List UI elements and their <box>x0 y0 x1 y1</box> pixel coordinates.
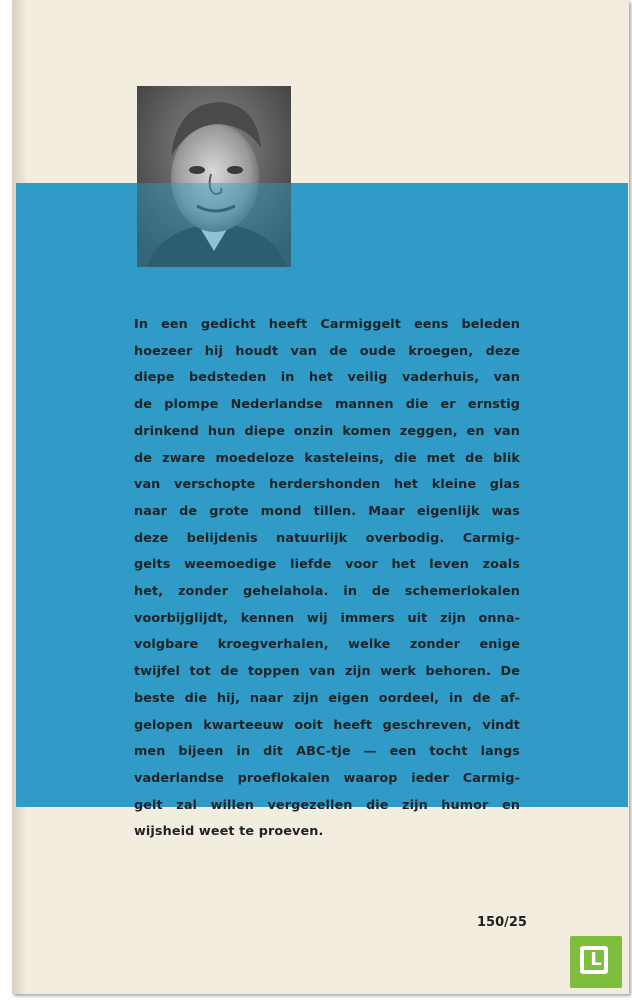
blurb-line: het, zonder gehelahola. in de schemerlokalen <box>134 584 520 600</box>
blurb-line: van verschopte herdershonden het kleine glas <box>134 477 520 493</box>
blurb-line: wijsheid weet te proeven. <box>134 824 324 840</box>
blurb-line: hoezeer hij houdt van de oude kroegen, deze <box>134 343 520 359</box>
site-logo-watermark <box>570 936 622 988</box>
blurb-line: gelts weemoedige liefde voor het leven zoals <box>134 557 520 573</box>
logo-letter: L <box>590 949 602 970</box>
blurb-text <box>134 312 520 846</box>
blurb-line: gelt zal willen vergezellen die zijn humor en <box>134 797 520 813</box>
photo-blue-overlay <box>137 183 291 267</box>
blurb-line: gelopen kwarteeuw ooit heeft geschreven, vindt <box>134 717 520 733</box>
blurb-line: naar de grote mond tillen. Maar eigenlijk was <box>134 503 520 519</box>
author-portrait-photo <box>137 86 291 267</box>
blurb-line: diepe bedsteden in het veilig vaderhuis, van <box>134 370 520 386</box>
blurb-line: de zware moedeloze kasteleins, die met de blik <box>134 450 520 466</box>
blurb-line: volgbare kroegverhalen, welke zonder enige <box>134 637 520 653</box>
price-code: 150/25 <box>477 915 527 930</box>
blurb-line: vaderlandse proeflokalen waarop ieder Carmig- <box>134 770 520 786</box>
blurb-line: de plompe Nederlandse mannen die er ernstig <box>134 397 520 413</box>
blurb-line: deze belijdenis natuurlijk overbodig. Carmig- <box>134 530 520 546</box>
blurb-line: In een gedicht heeft Carmiggelt eens beleden <box>134 317 520 332</box>
blurb-line: voorbijglijdt, kennen wij immers uit zijn onna- <box>134 610 520 626</box>
blurb-line: beste die hij, naar zijn eigen oordeel, in de af- <box>134 690 520 706</box>
blurb-line: men bijeen in dit ABC-tje — een tocht langs <box>134 744 520 760</box>
blurb-line: drinkend hun diepe onzin komen zeggen, en van <box>134 423 520 439</box>
blurb-line: twijfel tot de toppen van zijn werk behoren. De <box>134 664 520 680</box>
